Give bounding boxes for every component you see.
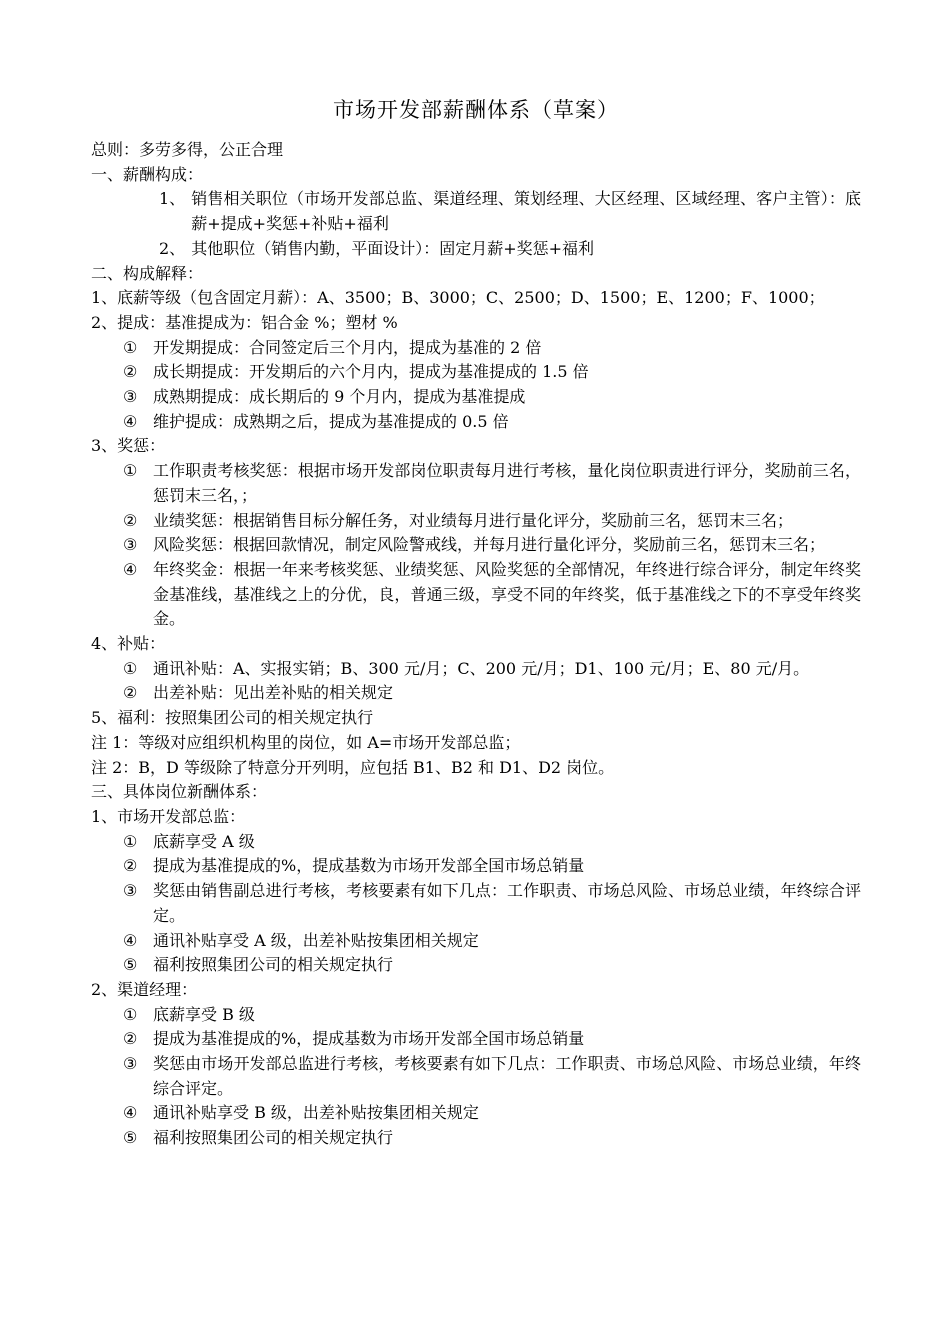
item-number: ⑤ <box>123 955 138 975</box>
item-number: ③ <box>123 1054 138 1074</box>
list-item <box>91 237 861 262</box>
subsection-heading: 3、奖惩： <box>91 436 166 456</box>
item-number: ③ <box>123 535 138 555</box>
list-item <box>91 1027 861 1052</box>
item-text: 出差补贴：见出差补贴的相关规定 <box>153 683 394 703</box>
list-item <box>91 1126 861 1151</box>
list-item <box>91 1101 861 1126</box>
section-heading: 二、构成解释： <box>91 263 204 283</box>
item-text: 通讯补贴享受 A 级，出差补贴按集团相关规定 <box>153 930 479 950</box>
subsection-heading: 2、渠道经理： <box>91 979 198 999</box>
item-text: 成长期提成：开发期后的六个月内，提成为基准提成的 1.5 倍 <box>153 362 589 382</box>
item-text: 年终奖金：根据一年来考核奖惩、业绩奖惩、风险奖惩的全部情况，年终进行综合评分，制定年终奖金基准线，基准线之上的分优，良，普通三级，享受不同的年终奖，低于基准线之下的不享受年终奖金。 <box>153 559 861 629</box>
list-item <box>91 830 861 855</box>
section-heading: 一、薪酬构成： <box>91 164 204 184</box>
item-number: ③ <box>123 881 138 901</box>
item-number: ① <box>123 337 138 357</box>
list-item <box>91 360 861 385</box>
base-salary-line: 1、底薪等级（包含固定月薪）：A、3500；B、3000；C、2500；D、1500；E、1200；F、1000； <box>91 288 825 308</box>
subsection-heading: 2、提成：基准提成为：铝合金 %；塑材 % <box>91 312 398 332</box>
list-item <box>91 459 861 508</box>
item-text: 开发期提成：合同签定后三个月内，提成为基准的 2 倍 <box>153 337 542 357</box>
list-item <box>91 929 861 954</box>
item-text: 奖惩由销售副总进行考核，考核要素有如下几点：工作职责、市场总风险、市场总业绩，年终综合评定。 <box>153 881 861 925</box>
document-page <box>91 92 861 1151</box>
item-text: 奖惩由市场开发部总监进行考核，考核要素有如下几点：工作职责、市场总风险、市场总业绩，年终综合评定。 <box>153 1054 861 1098</box>
item-text: 业绩奖惩：根据销售目标分解任务，对业绩每月进行量化评分，奖励前三名，惩罚末三名； <box>153 510 794 530</box>
item-text: 提成为基准提成的%，提成基数为市场开发部全国市场总销量 <box>153 1029 585 1049</box>
list-item <box>91 385 861 410</box>
general-principle: 总则：多劳多得，公正合理 <box>91 140 284 159</box>
welfare-line: 5、福利：按照集团公司的相关规定执行 <box>91 708 374 728</box>
list-item <box>91 509 861 534</box>
list-item <box>91 558 861 632</box>
item-number: ⑤ <box>123 1128 138 1148</box>
item-number: ② <box>123 1029 138 1049</box>
list-item <box>91 879 861 928</box>
item-number: ① <box>123 831 138 851</box>
item-number: ④ <box>123 1103 138 1123</box>
list-item <box>91 854 861 879</box>
item-text: 维护提成：成熟期之后，提成为基准提成的 0.5 倍 <box>153 411 509 431</box>
item-text: 底薪享受 B 级 <box>153 1004 255 1024</box>
list-item <box>91 657 861 682</box>
item-number: ② <box>123 362 138 382</box>
list-item <box>91 336 861 361</box>
item-number: ① <box>123 1004 138 1024</box>
item-text: 福利按照集团公司的相关规定执行 <box>153 1128 394 1148</box>
item-number: ① <box>123 658 138 678</box>
item-number: ④ <box>123 411 138 431</box>
item-number: ④ <box>123 559 138 579</box>
list-item <box>91 953 861 978</box>
item-text: 工作职责考核奖惩：根据市场开发部岗位职责每月进行考核，量化岗位职责进行评分，奖励前三名，惩罚末三名，； <box>153 461 861 505</box>
item-number: ① <box>123 461 138 481</box>
document-title: 市场开发部薪酬体系（草案） <box>333 98 619 122</box>
item-number: ② <box>123 510 138 530</box>
note-2: 注 2：B，D 等级除了特意分开列明，应包括 B1、B2 和 D1、D2 岗位。 <box>91 757 615 777</box>
list-item <box>91 187 861 236</box>
item-number: 2、 <box>159 238 186 258</box>
item-text: 福利按照集团公司的相关规定执行 <box>153 955 394 975</box>
item-text: 通讯补贴：A、实报实销；B、300 元/月；C、200 元/月；D1、100 元/月；E、80 元/月。 <box>153 658 810 678</box>
item-text: 通讯补贴享受 B 级，出差补贴按集团相关规定 <box>153 1103 479 1123</box>
item-text: 其他职位（销售内勤，平面设计）：固定月薪+奖惩+福利 <box>191 238 595 258</box>
item-number: ④ <box>123 930 138 950</box>
item-number: ② <box>123 683 138 703</box>
item-number: 1、 <box>159 189 186 209</box>
list-item <box>91 1003 861 1028</box>
item-text: 提成为基准提成的%，提成基数为市场开发部全国市场总销量 <box>153 856 585 876</box>
list-item <box>91 410 861 435</box>
subsection-heading: 1、市场开发部总监： <box>91 806 246 826</box>
section-heading: 三、具体岗位新酬体系： <box>91 782 268 802</box>
subsection-heading: 4、补贴： <box>91 634 166 654</box>
item-text: 销售相关职位（市场开发部总监、渠道经理、策划经理、大区经理、区域经理、客户主管）：底薪+提成+奖惩+补贴+福利 <box>191 189 861 234</box>
list-item <box>91 681 861 706</box>
item-text: 底薪享受 A 级 <box>153 831 255 851</box>
item-number: ② <box>123 856 138 876</box>
item-text: 成熟期提成：成长期后的 9 个月内，提成为基准提成 <box>153 387 526 407</box>
note-1: 注 1：等级对应组织机构里的岗位，如 A=市场开发部总监； <box>91 732 521 752</box>
item-number: ③ <box>123 387 138 407</box>
item-text: 风险奖惩：根据回款情况，制定风险警戒线，并每月进行量化评分，奖励前三名，惩罚末三名； <box>153 535 826 555</box>
list-item <box>91 533 861 558</box>
list-item <box>91 1052 861 1101</box>
